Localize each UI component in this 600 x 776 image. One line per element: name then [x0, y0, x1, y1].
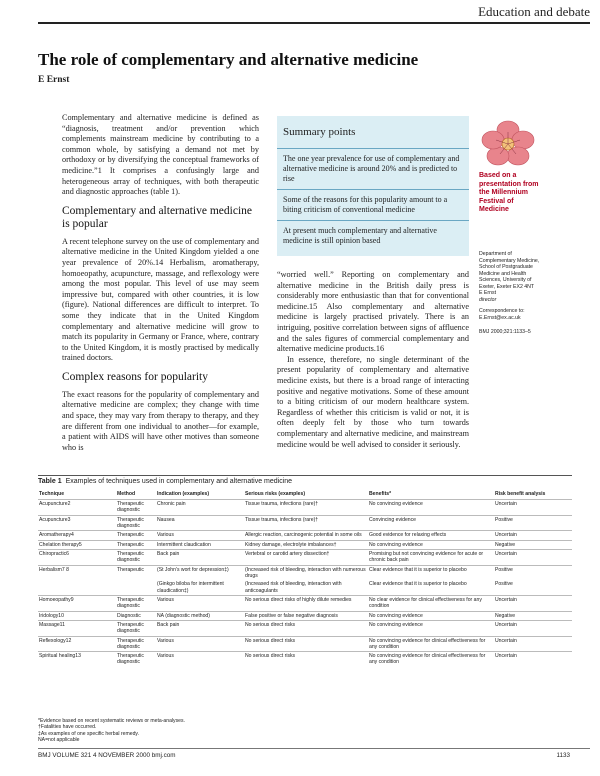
table-cell: Uncertain — [494, 595, 572, 611]
footnote: †Fatalities have occurred. — [38, 724, 97, 731]
table-cell: Therapeutic diagnostic — [116, 620, 156, 636]
column-header: Risk benefit analysis — [495, 491, 546, 497]
table-cell: Acupuncture2 — [38, 500, 116, 516]
table-cell: No serious direct risks of highly dilute remedies — [244, 595, 368, 611]
page-footer — [38, 752, 570, 759]
table-cell: Good evidence for relaxing effects — [368, 531, 494, 540]
table-cell: No convincing evidence — [368, 611, 494, 620]
table-caption: Examples of techniques used in complementary and alternative medicine — [65, 478, 293, 485]
table-cell: Diagnostic — [116, 611, 156, 620]
column-header: Technique — [39, 491, 65, 497]
table-row — [38, 500, 572, 516]
author-affiliation — [479, 251, 549, 336]
table-cell: Therapeutic diagnostic — [116, 550, 156, 566]
summary-point: At present much complementary and alternative medicine is still opinion based — [277, 220, 469, 251]
table-cell: Tissue trauma, infections (rare)† — [244, 500, 368, 516]
page-number: 1133 — [556, 752, 570, 759]
table-cell: Convincing evidence — [368, 515, 494, 531]
table-cell: No clear evidence for clinical effectiveness for any condition — [368, 595, 494, 611]
table-cell: Acupuncture3 — [38, 515, 116, 531]
table-cell: Therapeutic diagnostic — [116, 652, 156, 667]
correspondence-label: Correspondence to: — [479, 308, 525, 314]
column-header: Serious risks (examples) — [245, 491, 306, 497]
table-cell: Various — [156, 652, 244, 667]
table-cell: Uncertain — [494, 652, 572, 667]
affiliation-name: E Ernst — [479, 290, 497, 296]
table-cell: Various — [156, 531, 244, 540]
table-row — [38, 595, 572, 611]
correspondence-email: E.Ernst@ex.ac.uk — [479, 314, 521, 321]
table-cell: Positive — [495, 581, 513, 588]
table-cell: Chronic pain — [156, 500, 244, 516]
table-cell: Therapeutic diagnostic — [116, 500, 156, 516]
table-cell: Therapeutic diagnostic — [116, 636, 156, 652]
citation: BMJ 2000;321:1133–5 — [479, 329, 531, 335]
table-cell: (Ginkgo biloba for intermittent claudication‡) — [157, 581, 224, 594]
paragraph-worried-well: “worried well.” Reporting on complementary and alternative medicine in the British daily press is considerably more enthusiastic than that for conventional medicine.15 Also complementary and alternative medicine is largely practised privately. There is an intriguing, positive correlation between signs of affluence and the sales figures of commercial complementary and alternative medicine products.16 — [277, 270, 469, 354]
column-right — [277, 270, 469, 450]
flower-illustration — [478, 118, 538, 170]
table-cell: No serious direct risks — [244, 620, 368, 636]
table-cell — [38, 580, 116, 595]
table-cell: Chelation therapy5 — [38, 540, 116, 549]
table-cell: Back pain — [156, 550, 244, 566]
techniques-table — [38, 490, 572, 667]
footer-rule — [38, 748, 590, 749]
table-cell: Intermittent claudication — [156, 540, 244, 549]
table-cell: Clear evidence that it is superior to placebo — [368, 565, 494, 580]
table-footnotes — [38, 718, 185, 744]
table-cell: (St John's wort for depression‡) — [156, 565, 244, 580]
footnote: *Evidence based on recent systematic reviews or meta-analyses. — [38, 718, 185, 724]
table-cell: Spiritual healing13 — [38, 652, 116, 667]
table-cell: Kidney damage, electrolyte imbalances† — [244, 540, 368, 549]
column-header: Method — [117, 491, 136, 497]
table-cell: Massage11 — [38, 620, 116, 636]
table-cell: Clear evidence that it is superior to placebo — [369, 581, 467, 588]
table-cell: Positive — [494, 565, 572, 580]
table-row — [38, 540, 572, 549]
table-cell: No convincing evidence for clinical effectiveness for any condition — [368, 636, 494, 652]
table-cell: Allergic reaction, carcinogenic potential in some oils — [244, 531, 368, 540]
table-cell: NA (diagnostic method) — [156, 611, 244, 620]
summary-point: Some of the reasons for this popularity amount to a biting criticism of conventional medicine — [277, 189, 469, 220]
table-row — [38, 531, 572, 540]
table-cell: Back pain — [156, 620, 244, 636]
table-row — [38, 580, 572, 595]
table-row — [38, 565, 572, 580]
table-row — [38, 652, 572, 667]
table-cell: Therapeutic — [116, 565, 156, 580]
table-cell: Negative — [494, 611, 572, 620]
table-cell — [116, 580, 156, 595]
author: E Ernst — [38, 75, 70, 85]
paragraph-popular: A recent telephone survey on the use of complementary and alternative medicine in the United Kingdom yielded a one year prevalence of 20%.14 Herbalism, aromatherapy, homoeopathy, acupuncture, massage, and reflexology were among the most popular. This level of use may seem impressive but, compared with other countries, it is low (figure). National differences are difficult to interpret. To some they indicate that in the United Kingdom complementary and alternative medicine will grow to match its popularity in Germany or France, where, contrary to the United Kingdom, it is mostly practised by medically trained doctors. — [62, 236, 259, 363]
table-cell: Positive — [494, 515, 572, 531]
table-cell: Herbalism7 8 — [38, 565, 116, 580]
presentation-caption: Based on a presentation from the Millennium Festival of Medicine — [479, 172, 539, 213]
journal-info: BMJ VOLUME 321 4 NOVEMBER 2000 bmj.com — [38, 752, 176, 759]
table-cell: No convincing evidence for clinical effectiveness for any condition — [368, 652, 494, 667]
table-cell: Iridology10 — [38, 611, 116, 620]
column-header: Indication (examples) — [157, 491, 210, 497]
table-cell: No convincing evidence — [368, 500, 494, 516]
summary-box — [277, 116, 469, 256]
table-header-row — [38, 490, 572, 500]
table-cell: Homoeopathy9 — [38, 595, 116, 611]
table-cell: No convincing evidence — [368, 620, 494, 636]
table-cell: Therapeutic — [116, 540, 156, 549]
table-cell: Uncertain — [494, 531, 572, 540]
affiliation-department: Department of Complementary Medicine, School of Postgraduate Medicine and Health Sciences, University of Exeter, Exeter EX2 4NT — [479, 251, 540, 290]
table-cell: Chiropractic6 — [38, 550, 116, 566]
table-cell: Uncertain — [494, 550, 572, 566]
table-row — [38, 550, 572, 566]
table-row — [38, 636, 572, 652]
summary-heading: Summary points — [283, 126, 356, 138]
table-cell: Uncertain — [494, 500, 572, 516]
table-row — [38, 515, 572, 531]
table-cell: Nausea — [156, 515, 244, 531]
table-cell: Therapeutic — [116, 531, 156, 540]
affiliation-role: director — [479, 296, 497, 303]
table-cell: Negative — [494, 540, 572, 549]
table-cell: Reflexology12 — [38, 636, 116, 652]
table-row — [38, 620, 572, 636]
intro-paragraph: Complementary and alternative medicine is defined as “diagnosis, treatment and/or prevention which complements mainstream medicine by contributing to a common whole, by satisfying a demand not met by orthodoxy or by diversifying the conceptual frameworks of medicine.”1 It comprises a confusingly large and heterogeneous array of techniques, with both therapeutic and diagnostic approaches (table 1). — [62, 113, 259, 197]
heading-popular: Complementary and alternative medicine is popular — [62, 204, 252, 230]
article-title: The role of complementary and alternative medicine — [38, 50, 419, 69]
table-cell: Promising but not convincing evidence for acute or chronic back pain — [368, 550, 494, 566]
paragraph-reasons: The exact reasons for the popularity of complementary and alternative medicine are complex; they change with time and space, they may vary from therapy to therapy, and they are different from one individual to another—for example, a patient with AIDS will have other motives than someone who is — [62, 389, 259, 452]
summary-point: The one year prevalence for use of complementary and alternative medicine is around 20% and is predicted to rise — [277, 148, 469, 189]
table-title — [38, 478, 292, 485]
column-left — [62, 113, 259, 453]
table-cell: Tissue trauma, infections (rare)† — [244, 515, 368, 531]
top-rule — [38, 22, 590, 24]
table-cell: Various — [156, 595, 244, 611]
table-cell: Therapeutic diagnostic — [116, 515, 156, 531]
footnote: NA=not applicable — [38, 737, 80, 744]
column-header: Benefits* — [369, 491, 392, 497]
table-cell: Various — [156, 636, 244, 652]
table-cell: Therapeutic diagnostic — [116, 595, 156, 611]
table-cell: Aromatherapy4 — [38, 531, 116, 540]
table-row — [38, 611, 572, 620]
table-cell: No convincing evidence — [368, 540, 494, 549]
table-cell: Uncertain — [494, 620, 572, 636]
table-cell: (Increased risk of bleeding, interaction with anticoagulants — [245, 581, 342, 594]
section-label: Education and debate — [478, 4, 590, 19]
table-cell: (Increased risk of bleeding, interaction with numerous drugs — [244, 565, 368, 580]
paragraph-essence: In essence, therefore, no single determinant of the present popularity of complementary and alternative medicine exists, but there is a broad range of interacting positive and negative motivations. Some of these amount to a biting criticism of our modern healthcare system. Regardless of whether this criticism is valid or not, it is often deeply felt by those who turn towards complementary and alternative medicine, and mainstream medicine would be well advised to consider it seriously. — [277, 354, 469, 449]
table-cell: Uncertain — [494, 636, 572, 652]
table-cell: False positive or false negative diagnosis — [244, 611, 368, 620]
table-top-rule — [38, 475, 572, 476]
table-cell: Vertebral or carotid artery dissection† — [244, 550, 368, 566]
table-cell: No serious direct risks — [244, 652, 368, 667]
table-cell: No serious direct risks — [244, 636, 368, 652]
footnote: ‡As examples of one specific herbal remedy. — [38, 730, 139, 737]
heading-reasons: Complex reasons for popularity — [62, 370, 208, 383]
table-label: Table 1 — [38, 478, 62, 485]
